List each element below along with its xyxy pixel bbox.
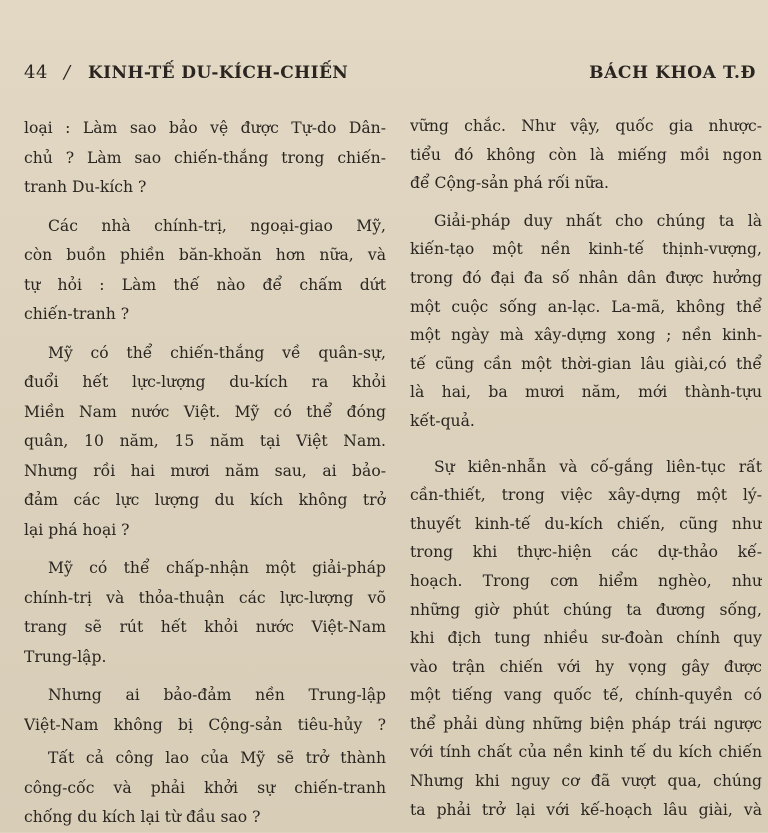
text-line: thuyết kinh-tế du-kích chiến, cũng như: [410, 514, 762, 533]
text-line: để Cộng-sản phá rối nữa.: [410, 174, 610, 193]
running-title-left: KINH-TẾ DU-KÍCH-CHIẾN: [88, 63, 349, 83]
text-line: chính-trị và thỏa-thuận các lực-lượng võ: [24, 588, 386, 607]
text-line: Giải-pháp duy nhất cho chúng ta là: [434, 211, 762, 230]
text-line: là hai, ba mươi năm, mới thành-tựu: [410, 383, 762, 402]
text-line: Việt-Nam không bị Cộng-sản tiêu-hủy ?: [24, 715, 386, 734]
text-line: tự hỏi : Làm thế nào để chấm dứt: [24, 275, 386, 294]
text-line: công-cốc và phải khởi sự chiến-tranh: [24, 778, 386, 797]
text-line: thể phải dùng những biện pháp trái ngược: [410, 714, 762, 733]
text-line: chiến-tranh ?: [24, 305, 130, 323]
header-separator: /: [64, 62, 71, 83]
text-line: loại : Làm sao bảo vệ được Tự-do Dân-: [24, 119, 386, 137]
text-line: lại phá hoại ?: [24, 520, 130, 539]
text-line: hoạch. Trong cơn hiểm nghèo, như: [410, 571, 762, 590]
text-line: một cuộc sống an-lạc. La-mã, không thể: [410, 297, 762, 316]
text-line: với tính chất của nền kinh tế du kích chiến: [410, 743, 762, 762]
text-line: vào trận chiến với hy vọng gây được: [410, 657, 762, 676]
text-line: một tiếng vang quốc tế, chính-quyền có: [410, 686, 762, 705]
right-column: [410, 112, 762, 824]
text-line: Nhưng khi nguy cơ đã vượt qua, chúng: [410, 772, 762, 791]
text-line: Mỹ có thể chấp-nhận một giải-pháp: [48, 559, 386, 577]
text-line: trang sẽ rút hết khỏi nước Việt-Nam: [24, 618, 386, 636]
text-line: đảm các lực lượng du kích không trở: [24, 491, 386, 509]
text-line: vững chắc. Như vậy, quốc gia nhược-: [410, 117, 762, 135]
text-line: trong khi thực-hiện các dự-thảo kế-: [410, 543, 762, 562]
text-line: chủ ? Làm sao chiến-thắng trong chiến-: [24, 148, 386, 167]
text-line: Trung-lập.: [24, 647, 107, 666]
text-line: tiểu đó không còn là miếng mồi ngon: [410, 145, 762, 164]
text-line: trong đó đại đa số nhân dân được hưởng: [410, 268, 762, 287]
page-header: [24, 62, 760, 88]
left-column: [24, 114, 386, 833]
text-line: kiến-tạo một nền kinh-tế thịnh-vượng,: [410, 240, 762, 259]
text-line: Miền Nam nước Việt. Mỹ có thể đóng: [24, 402, 386, 421]
page-number: 44: [24, 62, 48, 83]
text-line: cần-thiết, trong việc xây-dựng một lý-: [410, 486, 762, 505]
text-line: đuổi hết lực-lượng du-kích ra khỏi: [24, 373, 386, 391]
text-line: tế cũng cần một thời-gian lâu giài,có thể: [410, 354, 762, 373]
text-line: chống du kích lại từ đầu sao ?: [24, 808, 261, 826]
text-line: Sự kiên-nhẫn và cố-gắng liên-tục rất: [434, 457, 762, 476]
text-line: Nhưng ai bảo-đảm nền Trung-lập: [48, 686, 386, 704]
text-line: quân, 10 năm, 15 năm tại Việt Nam.: [24, 432, 386, 450]
text-line: còn buồn phiền băn-khoăn hơn nữa, và: [24, 246, 386, 264]
text-line: Nhưng rồi hai mươi năm sau, ai bảo-: [24, 461, 386, 480]
text-line: khi địch tung nhiều sư-đoàn chính quy: [410, 629, 762, 648]
running-title-right: BÁCH KHOA T.Đ: [589, 63, 756, 83]
text-line: kết-quả.: [410, 411, 475, 430]
text-line: những giờ phút chúng ta đương sống,: [410, 600, 762, 619]
text-line: Tất cả công lao của Mỹ sẽ trở thành: [48, 749, 386, 767]
text-line: Các nhà chính-trị, ngoại-giao Mỹ,: [48, 216, 386, 235]
text-line: một ngày mà xây-dựng xong ; nền kinh-: [410, 326, 762, 345]
text-line: Mỹ có thể chiến-thắng về quân-sự,: [48, 343, 386, 362]
text-line: ta phải trở lại với kế-hoạch lâu giài, và: [410, 800, 762, 819]
text-line: tranh Du-kích ?: [24, 178, 147, 196]
